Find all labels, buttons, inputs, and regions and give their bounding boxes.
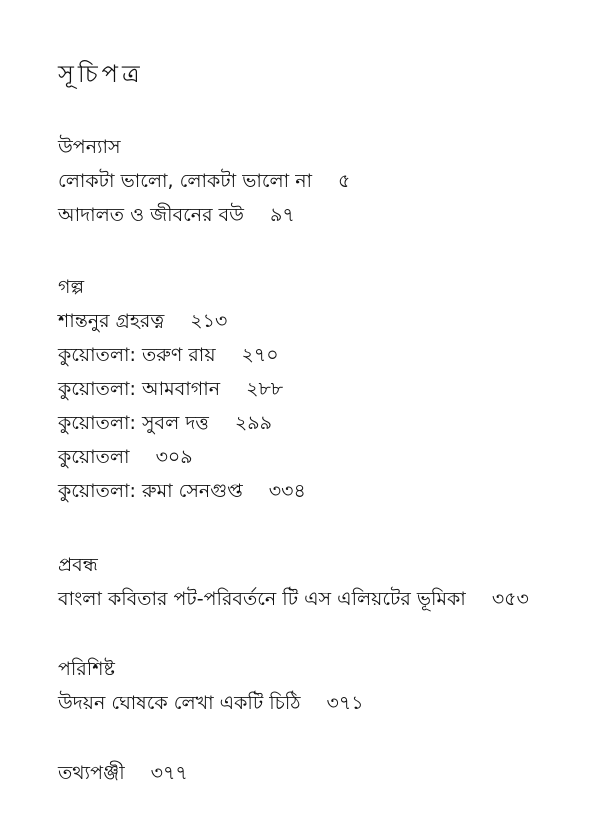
section-novels	[58, 130, 578, 232]
section-appendix	[58, 652, 578, 720]
toc-entry	[58, 304, 578, 338]
entry-title: বাংলা কবিতার পট-পরিবর্তনে টি এস এলিয়টের ভূমিকা	[58, 588, 466, 610]
entry-page-number: ২৮৮	[246, 378, 284, 400]
section-heading: পরিশিষ্ট	[58, 658, 115, 680]
entry-title: তথ্যপঞ্জী	[58, 762, 125, 784]
page-title: সূচিপত্র	[58, 60, 144, 88]
toc-entry	[58, 756, 578, 790]
toc-entry	[58, 406, 578, 440]
section-heading: গল্প	[58, 276, 85, 298]
section-heading: উপন্যাস	[58, 136, 121, 158]
entry-title: লোকটা ভালো, লোকটা ভালো না	[58, 170, 313, 192]
entry-page-number: ২৭০	[241, 344, 279, 366]
toc-entry	[58, 198, 578, 232]
toc-entry	[58, 164, 578, 198]
entry-page-number: ৯৭	[269, 204, 295, 226]
entry-title: শান্তনুর গ্রহরত্ন	[58, 310, 165, 332]
section-stories	[58, 270, 578, 508]
entry-title: কুয়োতলা	[58, 446, 130, 468]
section-heading: প্রবন্ধ	[58, 554, 98, 576]
entry-page-number: ৩৭১	[326, 692, 364, 714]
section-essays	[58, 548, 578, 616]
entry-page-number: ৩৫৩	[491, 588, 529, 610]
entry-page-number: ৩০৯	[155, 446, 193, 468]
toc-entry	[58, 440, 578, 474]
entry-title: কুয়োতলা: তরুণ রায়	[58, 344, 216, 366]
entry-page-number: ৩৭৭	[150, 762, 188, 784]
toc-entry	[58, 474, 578, 508]
entry-title: উদয়ন ঘোষকে লেখা একটি চিঠি	[58, 692, 301, 714]
entry-page-number: ৩৩৪	[268, 480, 306, 502]
entry-page-number: ২৯৯	[234, 412, 272, 434]
entry-title: আদালত ও জীবনের বউ	[58, 204, 244, 226]
entry-title: কুয়োতলা: আমবাগান	[58, 378, 221, 400]
entry-page-number: ২১৩	[190, 310, 228, 332]
toc-entry	[58, 372, 578, 406]
toc-entry	[58, 686, 578, 720]
section-bibliography	[58, 756, 578, 790]
toc-entry	[58, 338, 578, 372]
toc-entry	[58, 582, 578, 616]
entry-title: কুয়োতলা: সুবল দত্ত	[58, 412, 209, 434]
entry-page-number: ৫	[338, 170, 351, 192]
entry-title: কুয়োতলা: রুমা সেনগুপ্ত	[58, 480, 243, 502]
